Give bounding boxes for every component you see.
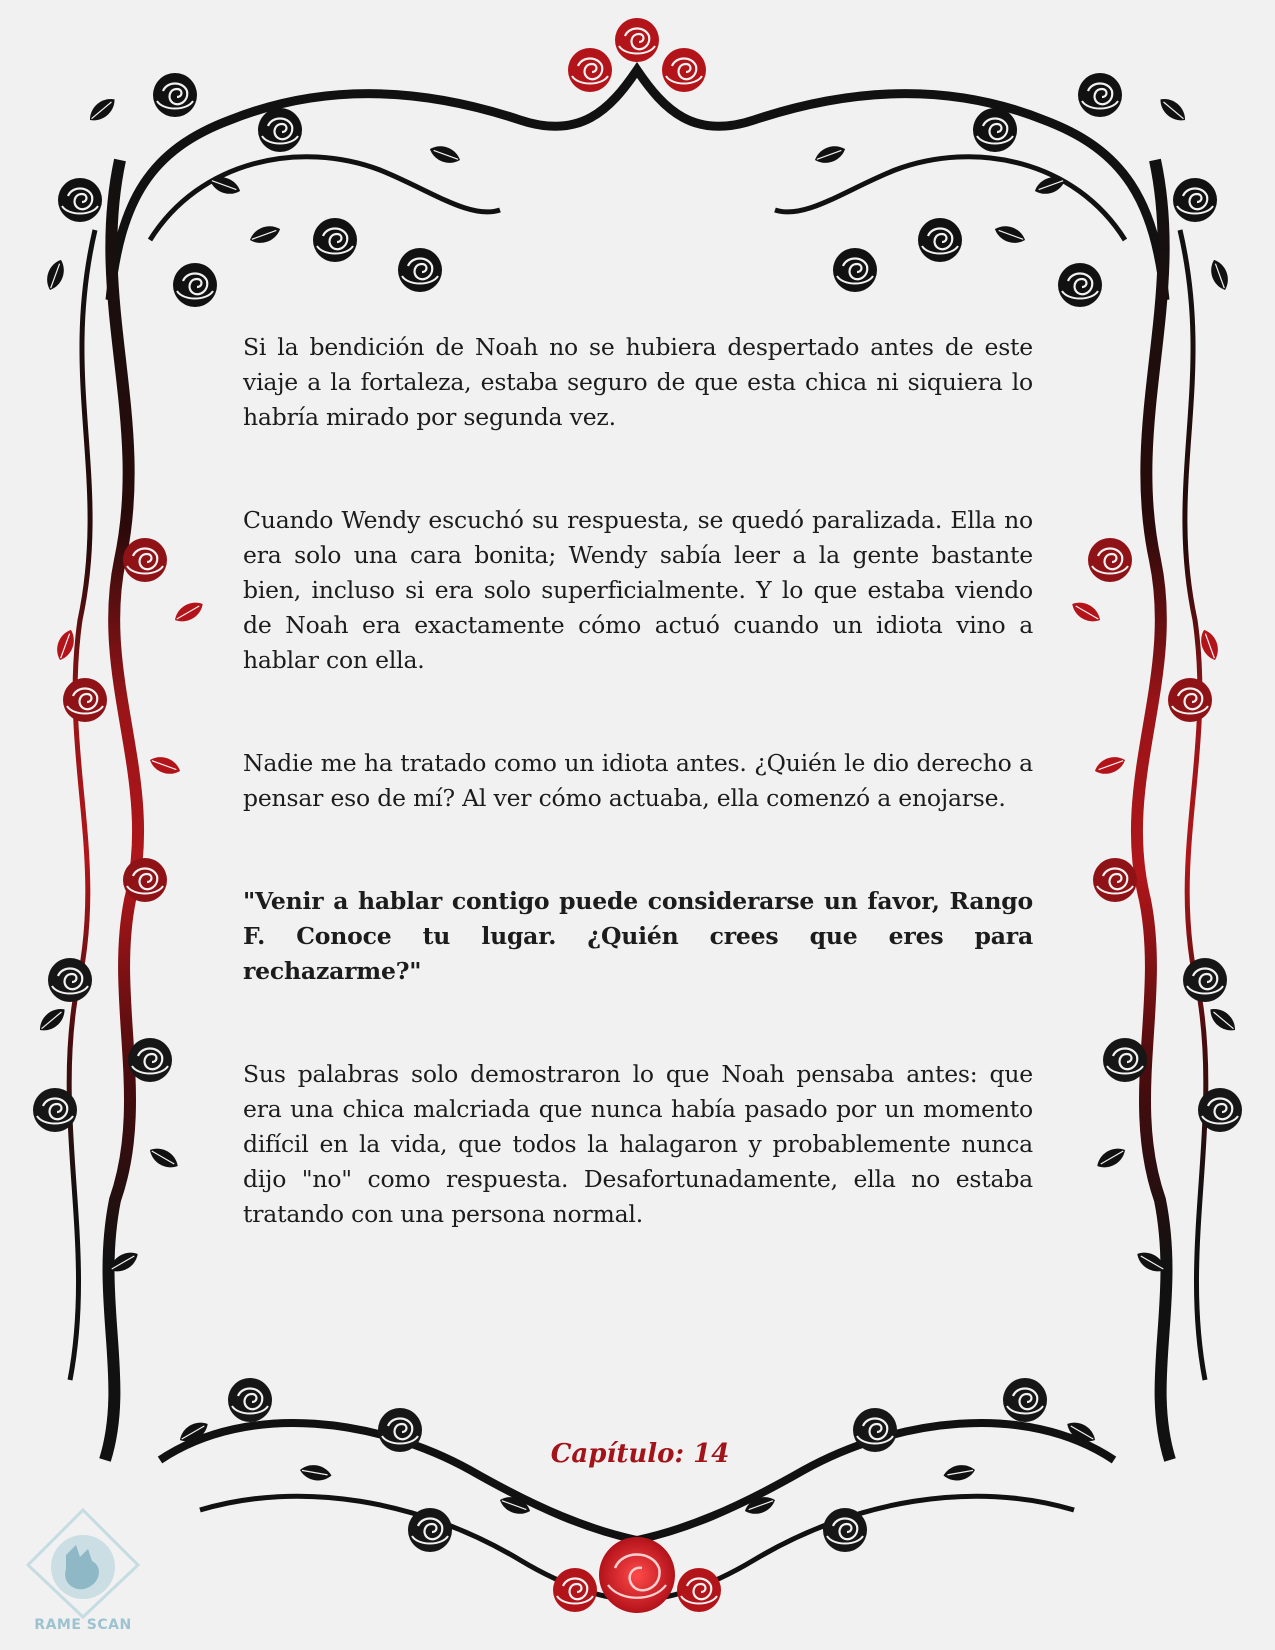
- story-text: [243, 330, 1033, 1300]
- paragraph-3: Nadie me ha tratado como un idiota antes. ¿Quién le dio derecho a pensar eso de mí? Al ver cómo actuaba, ella comenzó a enojarse.: [243, 749, 1033, 812]
- paragraph-2: Cuando Wendy escuchó su respuesta, se quedó paralizada. Ella no era solo una cara bonita; Wendy sabía leer a la gente bastante bien, incluso si era solo superficialmente. Y lo que estaba viendo de Noah era exactamente cómo actuó cuando un idiota vino a hablar con ella.: [243, 506, 1033, 674]
- watermark-logo: [18, 1505, 148, 1645]
- paragraph-4-dialogue: "Venir a hablar contigo puede considerarse un favor, Rango F. Conoce tu lugar. ¿Quién crees que eres para rechazarme?": [243, 887, 1033, 985]
- chapter-label: Capítulo: 14: [550, 1439, 730, 1469]
- paragraph-1: Si la bendición de Noah no se hubiera despertado antes de este viaje a la fortaleza, estaba seguro de que esta chica ni siquiera lo habría mirado por segunda vez.: [243, 333, 1033, 431]
- paragraph-5: Sus palabras solo demostraron lo que Noah pensaba antes: que era una chica malcriada que nunca había pasado por un momento difícil en la vida, que todos la halagaron y probablemente nunca dijo "no" como respuesta. Desafortunadamente, ella no estaba tratando con una persona normal.: [243, 1060, 1033, 1228]
- wolf-logo-icon: [18, 1505, 148, 1620]
- watermark-text: RAME SCAN: [34, 1617, 132, 1633]
